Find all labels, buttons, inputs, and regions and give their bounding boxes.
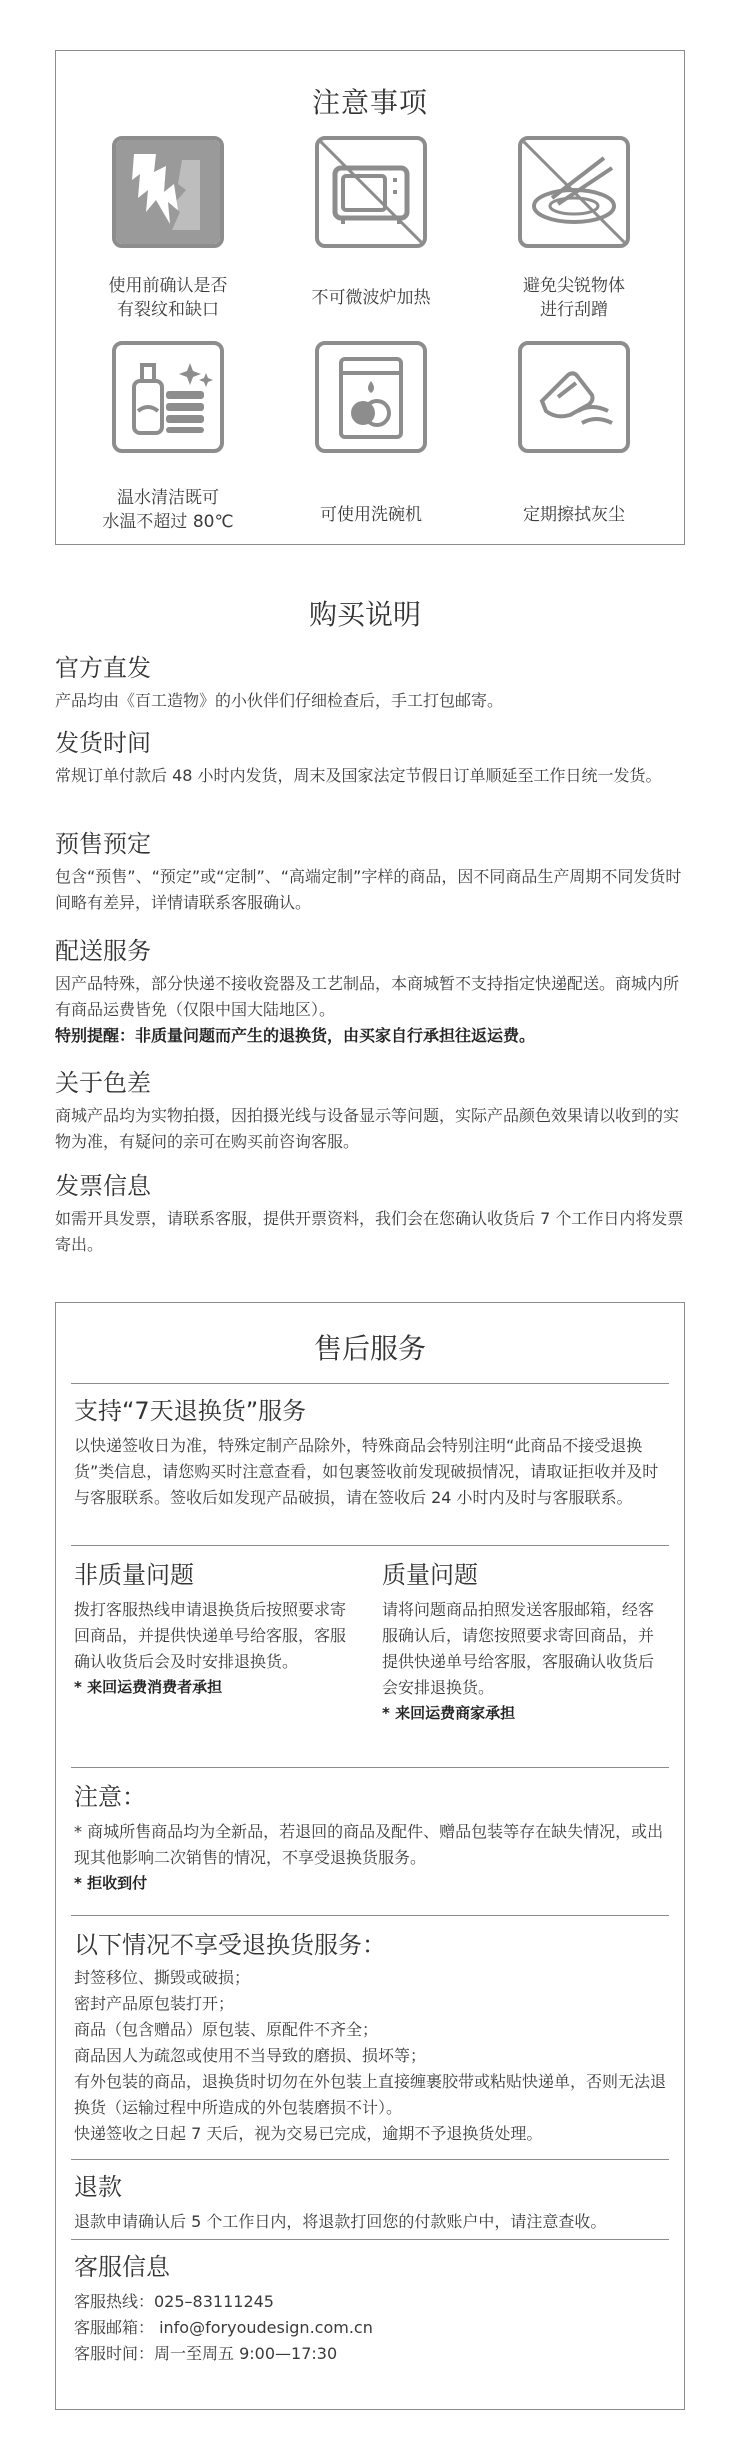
notice-item — [68, 341, 268, 541]
purchase-title: 购买说明 — [308, 598, 421, 631]
service-details — [74, 2289, 668, 2367]
service-hours: 客服时间：周一至周五 9:00—17:30 — [74, 2344, 338, 2363]
divider — [71, 2159, 669, 2160]
section-heading: 官方直发 — [55, 654, 151, 682]
notice-item — [68, 136, 268, 356]
notice-item — [271, 341, 471, 541]
section-heading: 预售预定 — [55, 830, 151, 858]
section-heading: 关于色差 — [55, 1069, 151, 1097]
return-policy-columns — [74, 1559, 668, 1759]
section-heading: 客服信息 — [74, 2253, 170, 2281]
purchase-section — [55, 935, 685, 1049]
section-text: 常规订单付款后 48 小时内发货，周末及国家法定节假日订单顺延至工作日统一发货。 — [55, 766, 662, 785]
seven-day-section — [74, 1395, 668, 1511]
section-heading: 质量问题 — [382, 1561, 478, 1589]
wipe-dust-icon — [518, 341, 630, 453]
service-hotline: 客服热线：025–83111245 — [74, 2292, 274, 2311]
no-microwave-icon — [315, 136, 427, 248]
purchase-section — [55, 828, 685, 916]
divider — [71, 1767, 669, 1768]
section-text: 产品均由《百工造物》的小伙伴们仔细检查后，手工打包邮寄。 — [55, 691, 504, 710]
notice-item — [474, 136, 674, 356]
section-heading: 配送服务 — [55, 937, 151, 965]
no-return-list — [74, 1965, 668, 2147]
purchase-section — [55, 727, 685, 789]
section-text: 如需开具发票，请联系客服，提供开票资料，我们会在您确认收货后 7 个工作日内将发票寄出。 — [55, 1209, 684, 1254]
list-item: 快递签收之日起 7 天后，视为交易已完成，逾期不予退换货处理。 — [74, 2124, 543, 2143]
section-heading: 非质量问题 — [74, 1561, 194, 1589]
section-text: 因产品特殊，部分快递不接收瓷器及工艺制品，本商城暂不支持指定快递配送。商城内所有商品运费皆免（仅限中国大陆地区）。 — [55, 974, 680, 1019]
section-text: * 商城所售商品均为全新品，若退回的商品及配件、赠品包装等存在缺失情况，或出现其他影响二次销售的情况，不享受退换货服务。 — [74, 1822, 664, 1867]
attention-section — [74, 1781, 668, 1895]
quality-column — [382, 1559, 668, 1725]
list-item: 密封产品原包装打开； — [74, 1994, 235, 2013]
section-text: 拨打客服热线申请退换货后按照要求寄回商品，并提供快递单号给客服，客服确认收货后会及时安排退换货。 — [74, 1600, 347, 1671]
shipping-warning: 特别提醒：非质量问题而产生的退换货，由买家自行承担往返运费。 — [55, 1026, 536, 1045]
service-email: 客服邮箱： info@foryoudesign.com.cn — [74, 2318, 373, 2337]
notice-caption: 定期擦拭灰尘 — [523, 505, 625, 525]
section-heading: 支持“7天退换货”服务 — [74, 1397, 307, 1425]
cracked-dish-icon — [112, 136, 224, 248]
list-item: 有外包装的商品，退换货时切勿在外包装上直接缠裹胶带或粘贴快递单，否则无法退换货（运输过程中所造成的外包装磨损不计）。 — [74, 2072, 667, 2117]
section-text: 以快递签收日为准，特殊定制产品除外，特殊商品会特别注明“此商品不接受退换货”类信息，请您购买时注意查看，如包裹签收前发现破损情况，请取证拒收并及时与客服联系。签收后如发现产品破损，请在签收后 24 小时内及时与客服联系。 — [74, 1436, 659, 1507]
no-return-section — [74, 1929, 668, 2147]
section-heading: 注意： — [74, 1783, 146, 1811]
dishwasher-icon — [315, 341, 427, 453]
non-quality-column — [74, 1559, 360, 1699]
divider — [71, 1915, 669, 1916]
service-section — [74, 2251, 668, 2367]
notice-caption: 不可微波炉加热 — [311, 288, 431, 308]
refuse-cod-note: * 拒收到付 — [74, 1874, 148, 1892]
after-sales-panel — [55, 1302, 685, 2410]
notice-item — [474, 341, 674, 541]
notice-panel — [55, 50, 685, 545]
divider — [71, 2239, 669, 2240]
after-sales-title: 售后服务 — [313, 1332, 426, 1365]
notice-title: 注意事项 — [311, 86, 428, 119]
shipping-note: * 来回运费消费者承担 — [74, 1678, 223, 1696]
notice-item — [271, 136, 471, 356]
purchase-section — [55, 652, 685, 714]
divider — [71, 1383, 669, 1384]
shipping-note: * 来回运费商家承担 — [382, 1704, 516, 1722]
warm-water-wash-icon — [112, 341, 224, 453]
purchase-section — [55, 1067, 685, 1155]
notice-caption: 可使用洗碗机 — [320, 505, 422, 525]
section-text: 退款申请确认后 5 个工作日内，将退款打回您的付款账户中，请注意查收。 — [74, 2212, 607, 2231]
section-heading: 以下情况不享受退换货服务： — [74, 1931, 386, 1959]
notice-caption: 温水清洁既可 水温不超过 80℃ — [102, 488, 234, 532]
section-text: 请将问题商品拍照发送客服邮箱，经客服确认后，请您按照要求寄回商品，并提供快递单号给客服，客服确认收货后会安排退换货。 — [382, 1600, 655, 1697]
no-sharp-scrape-icon — [518, 136, 630, 248]
purchase-section — [55, 1170, 685, 1258]
section-text: 包含“预售”、“预定”或“定制”、“高端定制”字样的商品，因不同商品生产周期不同发货时间略有差异，详情请联系客服确认。 — [55, 867, 682, 912]
list-item: 商品（包含赠品）原包装、原配件不齐全； — [74, 2020, 379, 2039]
section-heading: 退款 — [74, 2173, 122, 2201]
notice-caption: 使用前确认是否 有裂纹和缺口 — [108, 276, 228, 320]
list-item: 封签移位、撕毁或破损； — [74, 1968, 251, 1987]
notice-caption: 避免尖锐物体 进行刮蹭 — [523, 276, 625, 320]
list-item: 商品因人为疏忽或使用不当导致的磨损、损坏等； — [74, 2046, 427, 2065]
section-heading: 发票信息 — [55, 1172, 151, 1200]
divider — [71, 1545, 669, 1546]
section-heading: 发货时间 — [55, 729, 151, 757]
section-text: 商城产品均为实物拍摄，因拍摄光线与设备显示等问题，实际产品颜色效果请以收到的实物为准，有疑问的亲可在购买前咨询客服。 — [55, 1106, 680, 1151]
refund-section — [74, 2171, 668, 2235]
